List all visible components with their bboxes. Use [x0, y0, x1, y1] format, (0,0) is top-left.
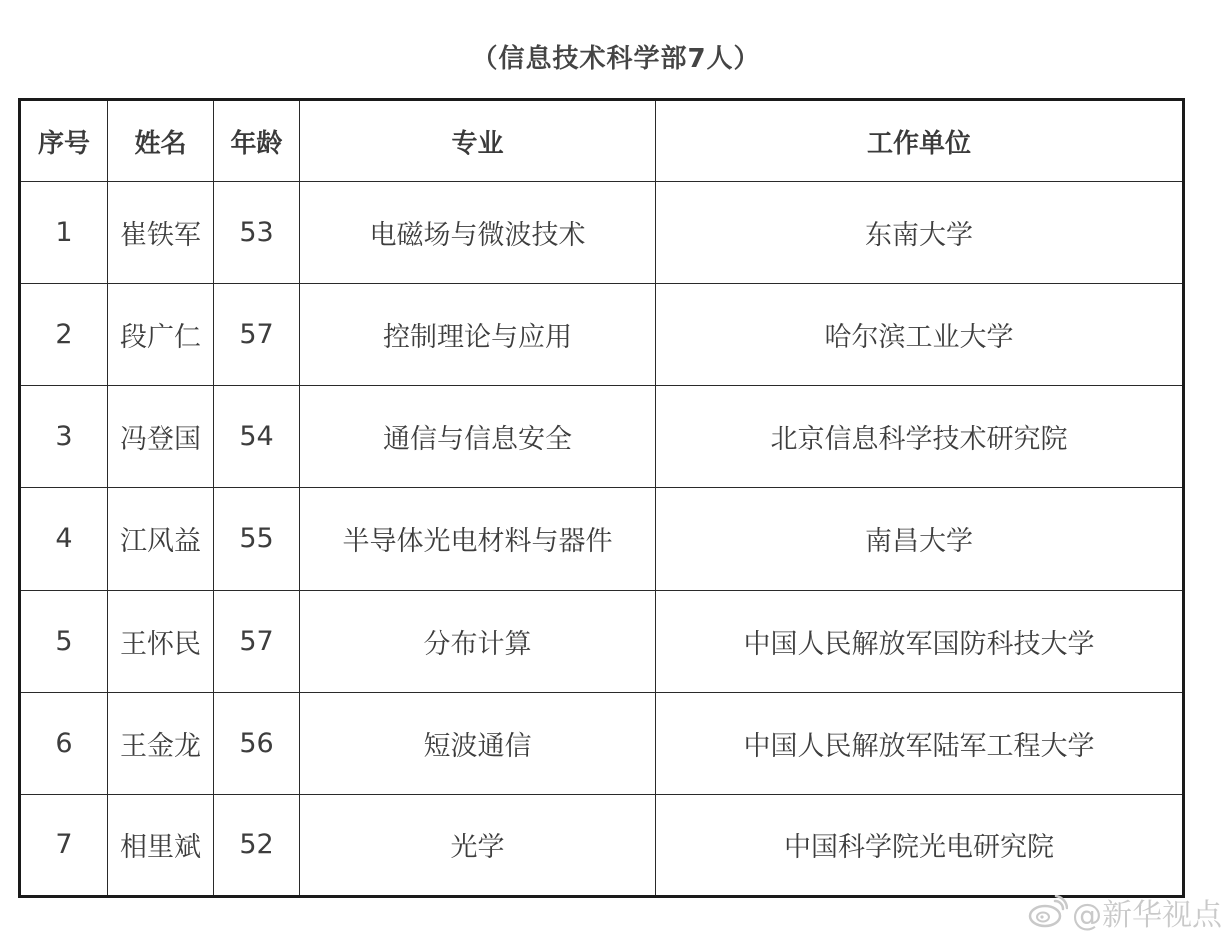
- cell-index: 6: [20, 692, 108, 794]
- cell-index: 1: [20, 182, 108, 284]
- watermark-text: @新华视点: [1072, 898, 1222, 933]
- cell-name: 相里斌: [108, 794, 214, 896]
- cell-age: 56: [214, 692, 300, 794]
- cell-age: 57: [214, 284, 300, 386]
- cell-age: 57: [214, 590, 300, 692]
- cell-workplace: 中国人民解放军陆军工程大学: [656, 692, 1184, 794]
- cell-workplace: 哈尔滨工业大学: [656, 284, 1184, 386]
- cell-major: 半导体光电材料与器件: [300, 488, 656, 590]
- cell-name: 段广仁: [108, 284, 214, 386]
- cell-major: 光学: [300, 794, 656, 896]
- table-header-row: [20, 100, 1184, 182]
- cell-major: 短波通信: [300, 692, 656, 794]
- cell-index: 4: [20, 488, 108, 590]
- header-name: 姓名: [108, 100, 214, 182]
- cell-name: 崔铁军: [108, 182, 214, 284]
- table-row: [20, 488, 1184, 590]
- table-row: [20, 794, 1184, 896]
- header-age: 年龄: [214, 100, 300, 182]
- header-major: 专业: [300, 100, 656, 182]
- cell-major: 电磁场与微波技术: [300, 182, 656, 284]
- header-index: 序号: [20, 100, 108, 182]
- cell-age: 55: [214, 488, 300, 590]
- weibo-logo-icon: [1028, 895, 1068, 929]
- cell-index: 7: [20, 794, 108, 896]
- cell-workplace: 中国人民解放军国防科技大学: [656, 590, 1184, 692]
- cell-index: 3: [20, 386, 108, 488]
- cell-age: 54: [214, 386, 300, 488]
- cell-age: 53: [214, 182, 300, 284]
- cell-workplace: 东南大学: [656, 182, 1184, 284]
- cell-name: 江风益: [108, 488, 214, 590]
- header-workplace: 工作单位: [656, 100, 1184, 182]
- cell-workplace: 中国科学院光电研究院: [656, 794, 1184, 896]
- cell-age: 52: [214, 794, 300, 896]
- cell-name: 王怀民: [108, 590, 214, 692]
- cell-major: 通信与信息安全: [300, 386, 656, 488]
- academician-table: [18, 98, 1185, 898]
- table-row: [20, 284, 1184, 386]
- table-row: [20, 590, 1184, 692]
- cell-index: 5: [20, 590, 108, 692]
- cell-major: 分布计算: [300, 590, 656, 692]
- watermark: [1028, 890, 1222, 934]
- cell-name: 王金龙: [108, 692, 214, 794]
- table-row: [20, 386, 1184, 488]
- cell-name: 冯登国: [108, 386, 214, 488]
- cell-index: 2: [20, 284, 108, 386]
- cell-workplace: 北京信息科学技术研究院: [656, 386, 1184, 488]
- table-row: [20, 182, 1184, 284]
- document-title: （信息技术科学部7人）: [471, 44, 761, 74]
- cell-workplace: 南昌大学: [656, 488, 1184, 590]
- cell-major: 控制理论与应用: [300, 284, 656, 386]
- table-row: [20, 692, 1184, 794]
